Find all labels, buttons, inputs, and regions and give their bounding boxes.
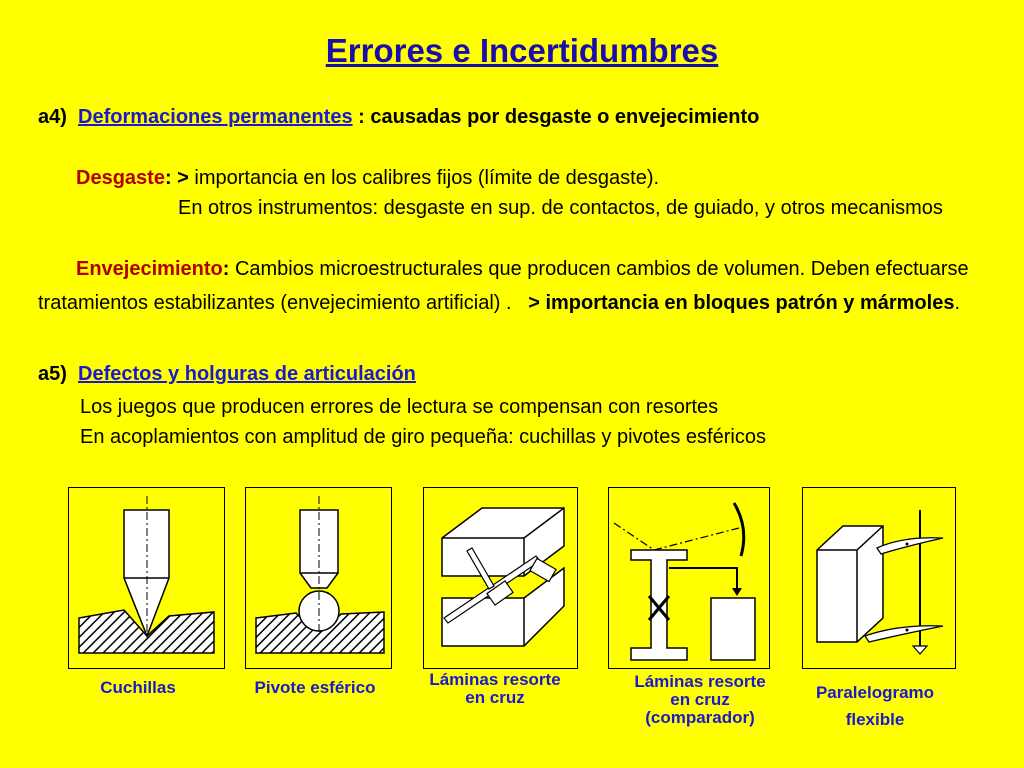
envejecimiento-line2-text: tratamientos estabilizantes (envejecimiento artificial) .	[38, 292, 529, 314]
caption-pivote: Pivote esférico	[254, 678, 376, 697]
a5-heading: Defectos y holguras de articulación	[78, 363, 416, 385]
caption-laminas-line2: en cruz	[465, 688, 525, 707]
a4-heading-rest: : causadas por desgaste o envejecimiento	[352, 106, 760, 128]
page-title: Errores e Incertidumbres	[325, 32, 719, 69]
laminas-diagram	[423, 487, 578, 669]
desgaste-colon: :	[164, 167, 172, 189]
envejecimiento-text: Cambios microestructurales que producen cambios de volumen. Deben efectuarse	[229, 258, 969, 280]
desgaste-text: importancia en los calibres fijos (límite de desgaste).	[188, 167, 660, 189]
caption-laminas-line1: Láminas resorte	[429, 670, 561, 689]
caption-comparador-line3: (comparador)	[645, 708, 755, 727]
a5-prefix: a5)	[38, 363, 67, 385]
caption-comparador	[620, 673, 780, 727]
desgaste-line	[76, 167, 659, 190]
caption-comparador-line1: Láminas resorte	[634, 672, 766, 691]
envejecimiento-line	[76, 258, 969, 281]
envejecimiento-label: Envejecimiento	[76, 258, 223, 280]
envejecimiento-line2	[38, 292, 960, 315]
caption-cuchillas: Cuchillas	[100, 678, 176, 697]
caption-paralelogramo	[795, 679, 955, 733]
cross-spring-illustration	[424, 488, 577, 668]
knife-edge-illustration	[69, 488, 224, 668]
desgaste-label: Desgaste	[76, 167, 165, 189]
a5-heading-line	[38, 363, 416, 386]
envejecimiento-colon: :	[222, 258, 230, 280]
a4-heading: Deformaciones permanentes	[78, 106, 353, 128]
comparator-illustration	[609, 488, 769, 668]
spherical-pivot-illustration	[246, 488, 391, 668]
caption-comparador-line2: en cruz	[670, 690, 730, 709]
desgaste-gt: >	[171, 167, 189, 189]
caption-paralelogramo-line1: Paralelogramo	[815, 683, 935, 702]
paralelogramo-diagram	[802, 487, 956, 669]
pivote-diagram	[245, 487, 392, 669]
flexible-parallelogram-illustration	[803, 488, 955, 668]
a4-heading-line	[38, 106, 759, 129]
envejecimiento-end: .	[954, 292, 961, 314]
comparador-diagram	[608, 487, 770, 669]
a5-line1: Los juegos que producen errores de lectura se compensan con resortes	[80, 396, 719, 418]
caption-paralelogramo-line2: flexible	[845, 710, 905, 729]
a4-prefix: a4)	[38, 106, 67, 128]
envejecimiento-bold: > importancia en bloques patrón y mármoles	[528, 292, 955, 314]
caption-laminas	[420, 671, 570, 707]
a5-line2: En acoplamientos con amplitud de giro pequeña: cuchillas y pivotes esféricos	[80, 426, 766, 448]
desgaste-line2: En otros instrumentos: desgaste en sup. de contactos, de guiado, y otros mecanismos	[178, 197, 943, 219]
cuchillas-diagram	[68, 487, 225, 669]
